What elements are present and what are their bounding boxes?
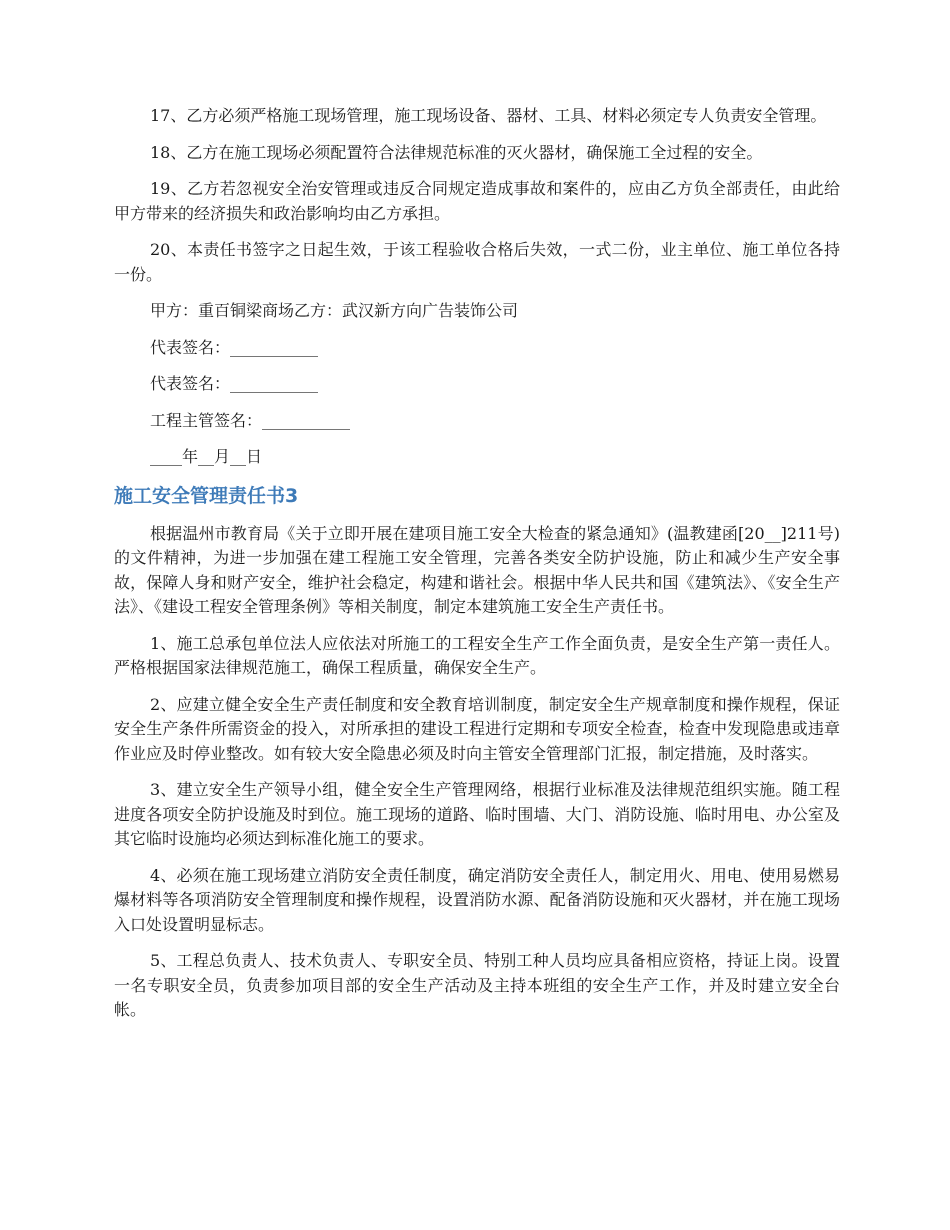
representative-signature-2: 代表签名：___________: [150, 374, 319, 393]
section-heading: 施工安全管理责任书3: [114, 484, 299, 507]
clause-19: 19、乙方若忽视安全治安管理或违反合同规定造成事故和案件的，应由乙方负全部责任，由此给甲方带来的经济损失和政治影响均由乙方承担。: [114, 179, 840, 223]
clause-5: 5、工程总负责人、技术负责人、专职安全员、特别工种人员均应具备相应资格，持证上岗。设置一名专职安全员，负责参加项目部的安全生产活动及主持本班组的安全生产工作，并及时建立安全台帐。: [114, 951, 840, 1019]
date-line: ____年__月__日: [150, 447, 263, 466]
clause-20: 20、本责任书签字之日起生效，于该工程验收合格后失效，一式二份，业主单位、施工单位各持一份。: [114, 240, 840, 284]
document-page: [114, 104, 840, 1035]
parties-line: 甲方：重百铜梁商场乙方：武汉新方向广告装饰公司: [150, 301, 519, 320]
representative-signature-1: 代表签名：___________: [150, 337, 319, 357]
clause-3: 3、建立安全生产领导小组，健全安全生产管理网络，根据行业标准及法律规范组织实施。随工程进度各项安全防护设施及时到位。施工现场的道路、临时围墙、大门、消防设施、临时用电、办公室及其它临时设施均必须达到标准化施工的要求。: [114, 780, 840, 848]
clause-2: 2、应建立健全安全生产责任制度和安全教育培训制度，制定安全生产规章制度和操作规程，保证安全生产条件所需资金的投入，对所承担的建设工程进行定期和专项安全检查，检查中发现隐患或违章作业应及时停业整改。如有较大安全隐患必须及时向主管安全管理部门汇报，制定措施，及时落实。: [114, 694, 840, 763]
clause-17: 17、乙方必须严格施工现场管理，施工现场设备、器材、工具、材料必须定专人负责安全管理。: [150, 106, 827, 125]
clause-4: 4、必须在施工现场建立消防安全责任制度，确定消防安全责任人，制定用火、用电、使用易燃易爆材料等各项消防安全管理制度和操作规程，设置消防水源、配备消防设施和灭火器材，并在施工现场入口处设置明显标志。: [114, 865, 840, 934]
clause-18: 18、乙方在施工现场必须配置符合法律规范标准的灭火器材，确保施工全过程的安全。: [150, 142, 763, 162]
intro-paragraph: 根据温州市教育局《关于立即开展在建项目施工安全大检查的紧急通知》(温教建函[20__]211号)的文件精神，为进一步加强在建工程施工安全管理，完善各类安全防护设施，防止和减少生产安全事故，保障人身和财产安全，维护社会稳定，构建和谐社会。根据中华人民共和国《建筑法》、《安全生产法》、《建设工程安全管理条例》等相关制度，制定本建筑施工安全生产责任书。: [114, 523, 840, 616]
supervisor-signature: 工程主管签名：___________: [150, 410, 351, 430]
clause-1: 1、施工总承包单位法人应依法对所施工的工程安全生产工作全面负责，是安全生产第一责任人。严格根据国家法律规范施工，确保工程质量，确保安全生产。: [114, 633, 840, 677]
